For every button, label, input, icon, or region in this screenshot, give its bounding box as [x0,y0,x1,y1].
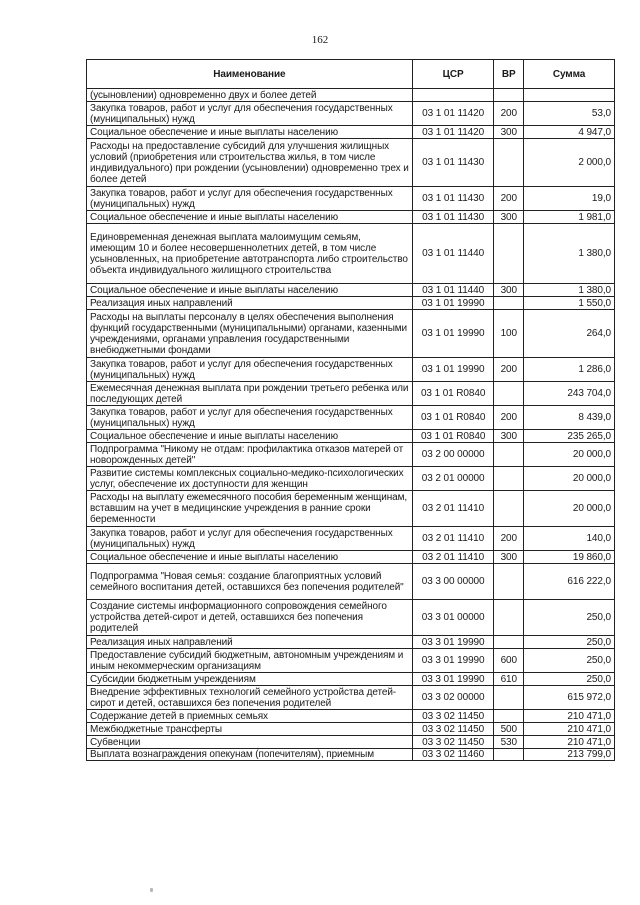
table-row [87,224,615,284]
cell-csr: 03 1 01 R0840 [412,430,494,443]
cell-vr: 500 [494,723,524,736]
table-row [87,406,615,430]
cell-name: Закупка товаров, работ и услуг для обеспечения государственных (муниципальных) нужд [87,102,413,126]
cell-name: Закупка товаров, работ и услуг для обеспечения государственных (муниципальных) нужд [87,527,413,551]
cell-name: Выплата вознаграждения опекунам (попечителям), приемным [87,749,413,761]
cell-name: Единовременная денежная выплата малоимущим семьям, имеющим 10 и более несовершеннолетних детей, в том числе усыновленных, на приобретение автотранспорта либо строительство объекта индивидуального жилищного строительства [87,224,413,284]
cell-csr: 03 1 01 19990 [412,358,494,382]
cell-name: Расходы на выплаты персоналу в целях обеспечения выполнения функций государственными (муниципальными) органами, казенными учреждениями, органами управления государственными внебюджетными фондами [87,310,413,358]
cell-sum: 53,0 [524,102,615,126]
cell-vr [494,686,524,710]
table-row [87,467,615,491]
cell-vr: 200 [494,187,524,211]
table-row [87,297,615,310]
cell-csr: 03 1 01 R0840 [412,382,494,406]
cell-csr: 03 1 01 11440 [412,224,494,284]
cell-vr [494,224,524,284]
cell-sum: 20 000,0 [524,491,615,527]
cell-sum: 20 000,0 [524,467,615,491]
table-row [87,126,615,139]
table-row [87,139,615,187]
cell-sum: 1 550,0 [524,297,615,310]
cell-sum: 250,0 [524,673,615,686]
scan-speck [150,888,153,892]
cell-sum: 250,0 [524,600,615,636]
table-row [87,358,615,382]
cell-csr: 03 1 01 19990 [412,297,494,310]
table-row [87,527,615,551]
cell-name: Субвенции [87,736,413,749]
cell-csr: 03 3 01 19990 [412,636,494,649]
cell-vr [494,467,524,491]
table-row [87,686,615,710]
cell-name: Социальное обеспечение и иные выплаты населению [87,551,413,564]
cell-sum: 243 704,0 [524,382,615,406]
table-row [87,382,615,406]
cell-csr: 03 3 01 19990 [412,649,494,673]
cell-vr: 300 [494,126,524,139]
cell-vr: 530 [494,736,524,749]
cell-name: Социальное обеспечение и иные выплаты населению [87,126,413,139]
cell-vr [494,600,524,636]
cell-csr: 03 1 01 19990 [412,310,494,358]
table-row [87,102,615,126]
table-header-row [87,60,615,89]
cell-sum: 19 860,0 [524,551,615,564]
cell-csr: 03 2 01 00000 [412,467,494,491]
cell-vr [494,564,524,600]
cell-sum: 210 471,0 [524,736,615,749]
table-row [87,551,615,564]
cell-name: Создание системы информационного сопровождения семейного устройства детей-сирот и детей, оставшихся без попечения родителей [87,600,413,636]
cell-sum: 20 000,0 [524,443,615,467]
page-number: 162 [311,34,329,46]
cell-name: Ежемесячная денежная выплата при рождении третьего ребенка или последующих детей [87,382,413,406]
cell-csr [412,89,494,102]
table-row [87,736,615,749]
cell-csr: 03 1 01 11420 [412,126,494,139]
cell-sum: 1 286,0 [524,358,615,382]
table-row [87,443,615,467]
table-row [87,211,615,224]
cell-vr: 100 [494,310,524,358]
table-row [87,649,615,673]
table-row [87,564,615,600]
cell-vr [494,710,524,723]
cell-csr: 03 1 01 11430 [412,139,494,187]
cell-name: Социальное обеспечение и иные выплаты населению [87,284,413,297]
cell-sum: 235 265,0 [524,430,615,443]
cell-csr: 03 1 01 11430 [412,187,494,211]
table-row [87,284,615,297]
cell-csr: 03 1 01 R0840 [412,406,494,430]
cell-vr [494,491,524,527]
cell-vr: 300 [494,284,524,297]
table-row [87,636,615,649]
table-row [87,673,615,686]
cell-sum: 2 000,0 [524,139,615,187]
cell-name: Закупка товаров, работ и услуг для обеспечения государственных (муниципальных) нужд [87,358,413,382]
table-row [87,310,615,358]
cell-name: Социальное обеспечение и иные выплаты населению [87,430,413,443]
table-row [87,723,615,736]
cell-vr [494,89,524,102]
table-row [87,749,615,761]
cell-sum: 19,0 [524,187,615,211]
table-row [87,710,615,723]
cell-csr: 03 3 00 00000 [412,564,494,600]
cell-vr: 610 [494,673,524,686]
cell-csr: 03 2 01 11410 [412,491,494,527]
cell-vr: 200 [494,406,524,430]
cell-vr: 300 [494,430,524,443]
cell-sum: 615 972,0 [524,686,615,710]
cell-csr: 03 1 01 11420 [412,102,494,126]
cell-name: Субсидии бюджетным учреждениям [87,673,413,686]
table-body [87,89,615,761]
cell-vr [494,382,524,406]
cell-csr: 03 3 02 11450 [412,723,494,736]
cell-vr [494,636,524,649]
cell-sum: 4 947,0 [524,126,615,139]
table-row [87,491,615,527]
cell-vr: 200 [494,527,524,551]
cell-sum: 1 981,0 [524,211,615,224]
header-csr: ЦСР [412,60,494,89]
cell-sum: 1 380,0 [524,284,615,297]
cell-vr [494,443,524,467]
cell-sum: 210 471,0 [524,723,615,736]
cell-csr: 03 3 02 11450 [412,736,494,749]
cell-csr: 03 2 00 00000 [412,443,494,467]
cell-name: Межбюджетные трансферты [87,723,413,736]
cell-csr: 03 1 01 11430 [412,211,494,224]
cell-sum [524,89,615,102]
cell-sum: 264,0 [524,310,615,358]
cell-sum: 210 471,0 [524,710,615,723]
cell-name: Закупка товаров, работ и услуг для обеспечения государственных (муниципальных) нужд [87,187,413,211]
cell-vr [494,749,524,761]
cell-vr [494,297,524,310]
cell-vr: 300 [494,211,524,224]
cell-csr: 03 3 02 00000 [412,686,494,710]
cell-name: Реализация иных направлений [87,636,413,649]
header-sum: Сумма [524,60,615,89]
cell-name: Социальное обеспечение и иные выплаты населению [87,211,413,224]
cell-sum: 1 380,0 [524,224,615,284]
cell-vr [494,139,524,187]
cell-vr: 200 [494,358,524,382]
cell-name: Предоставление субсидий бюджетным, автономным учреждениям и иным некоммерческим организациям [87,649,413,673]
budget-table [86,59,615,761]
cell-vr: 200 [494,102,524,126]
table-row [87,600,615,636]
cell-sum: 8 439,0 [524,406,615,430]
cell-name: Закупка товаров, работ и услуг для обеспечения государственных (муниципальных) нужд [87,406,413,430]
cell-csr: 03 3 02 11450 [412,710,494,723]
cell-csr: 03 3 01 19990 [412,673,494,686]
cell-csr: 03 2 01 11410 [412,551,494,564]
cell-name: Расходы на выплату ежемесячного пособия беременным женщинам, вставшим на учет в медицинские учреждения в ранние сроки беременности [87,491,413,527]
cell-sum: 250,0 [524,636,615,649]
cell-name: Подпрограмма "Никому не отдам: профилактика отказов матерей от новорожденных детей" [87,443,413,467]
cell-name: Расходы на предоставление субсидий для улучшения жилищных условий (приобретения или строительства жилья, в том числе индивидуального) при рождении (усыновлении) одновременно трех и более детей [87,139,413,187]
cell-csr: 03 2 01 11410 [412,527,494,551]
cell-sum: 213 799,0 [524,749,615,761]
cell-vr: 600 [494,649,524,673]
cell-sum: 250,0 [524,649,615,673]
cell-vr: 300 [494,551,524,564]
table-row [87,430,615,443]
table-row [87,89,615,102]
cell-name: Реализация иных направлений [87,297,413,310]
table-row [87,187,615,211]
cell-csr: 03 1 01 11440 [412,284,494,297]
cell-name: Внедрение эффективных технологий семейного устройства детей-сирот и детей, оставшихся без попечения родителей [87,686,413,710]
header-name: Наименование [87,60,413,89]
header-vr: ВР [494,60,524,89]
cell-name: Содержание детей в приемных семьях [87,710,413,723]
cell-sum: 140,0 [524,527,615,551]
cell-sum: 616 222,0 [524,564,615,600]
cell-name: Развитие системы комплексных социально-медико-психологических услуг, обеспечение их доступности для женщин [87,467,413,491]
cell-name: (усыновлении) одновременно двух и более детей [87,89,413,102]
cell-csr: 03 3 01 00000 [412,600,494,636]
cell-name: Подпрограмма "Новая семья: создание благоприятных условий семейного воспитания детей, оставшихся без попечения родителей" [87,564,413,600]
cell-csr: 03 3 02 11460 [412,749,494,761]
